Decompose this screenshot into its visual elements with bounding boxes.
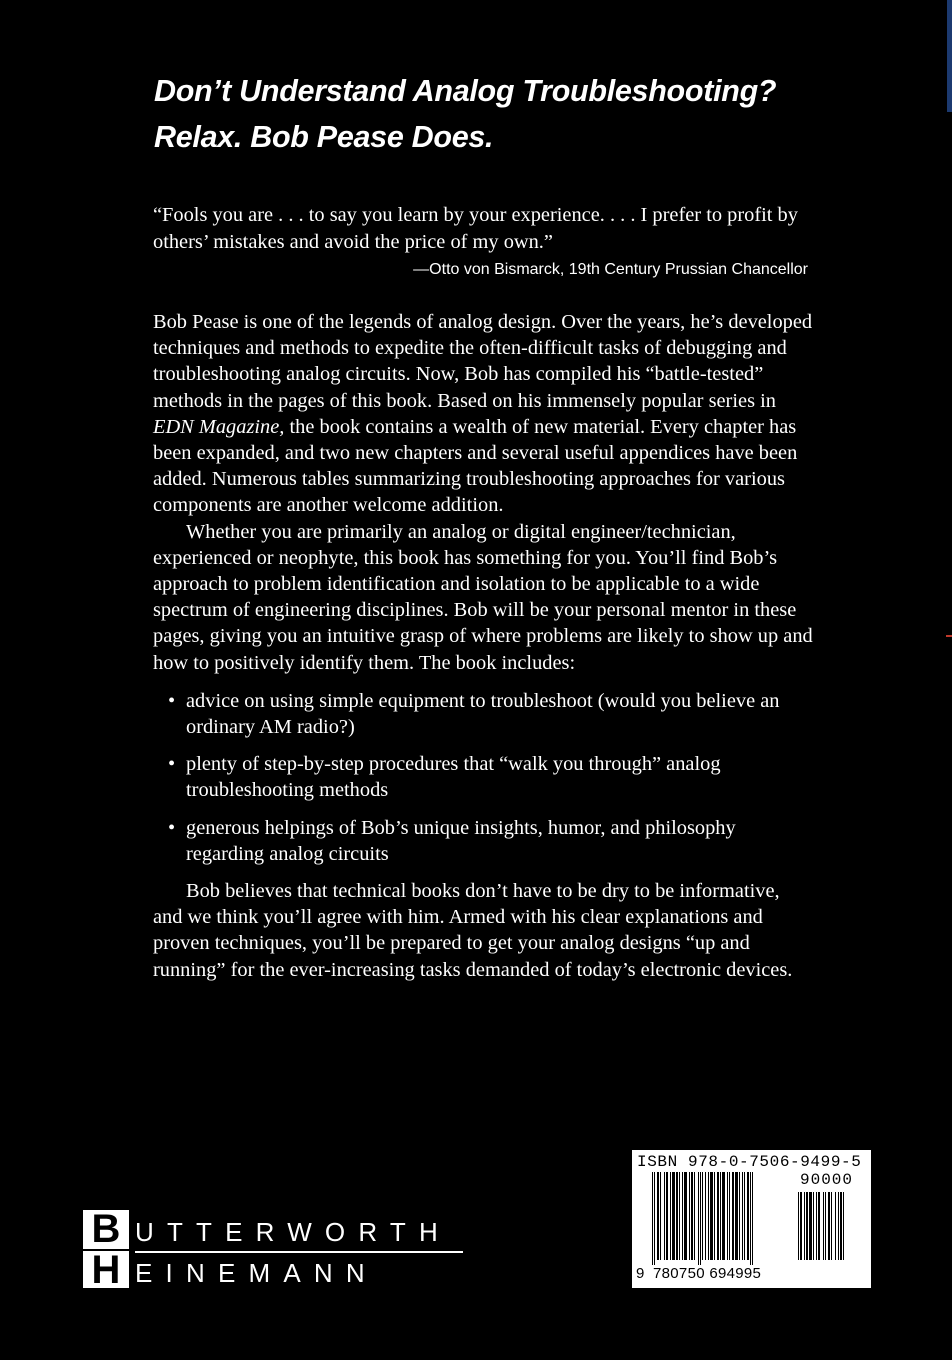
bullet-icon: •: [168, 816, 176, 839]
barcode-bar: [727, 1172, 728, 1260]
barcode-bar: [664, 1172, 665, 1260]
barcode-bar: [804, 1192, 805, 1260]
logo-initial-h: H: [83, 1249, 129, 1288]
barcode-bar: [717, 1172, 719, 1260]
price-code: 90000: [800, 1171, 854, 1189]
bullet-icon: •: [168, 689, 176, 712]
barcode-bar: [744, 1172, 745, 1260]
barcode-bar: [828, 1192, 830, 1260]
barcode-bar: [747, 1172, 749, 1260]
description-paragraph-3: Bob believes that technical books don’t have to be dry to be informative, and we think you’ll agree with him. Armed with his clear explanations and proven techniques, you’ll be prepared to get your analog designs “up and running” for the ever-increasing tasks demanded of today’s electronic devices.: [153, 880, 793, 981]
barcode-bar: [729, 1172, 730, 1260]
barcode-bar: [660, 1172, 661, 1260]
barcode-bar: [698, 1172, 699, 1270]
barcode-bar: [818, 1192, 820, 1260]
barcode-bar: [720, 1172, 721, 1260]
feature-list: [153, 688, 813, 867]
barcode-bar: [676, 1172, 678, 1260]
barcode-bar: [800, 1192, 802, 1260]
bullet-icon: •: [168, 753, 176, 776]
barcode-bar: [700, 1172, 701, 1270]
barcode-bar: [654, 1172, 655, 1270]
barcode-bar: [823, 1192, 824, 1260]
barcode-bar: [806, 1192, 808, 1260]
epigraph-attribution: —Otto von Bismarck, 19th Century Prussian Chancellor: [413, 261, 808, 278]
feature-list-item: [153, 751, 813, 803]
publisher-logo-mark: [83, 1207, 129, 1292]
barcode-bar: [684, 1172, 687, 1260]
cover-headline: [154, 68, 874, 160]
barcode-bar: [838, 1192, 839, 1260]
magazine-title: EDN Magazine,: [153, 415, 285, 438]
isbn-barcode: [632, 1150, 871, 1288]
barcode-bar: [739, 1172, 740, 1260]
barcode-bar: [705, 1172, 706, 1260]
barcode-bar: [691, 1172, 693, 1260]
ean-barcode-bars: [652, 1172, 780, 1270]
barcode-bar: [652, 1172, 653, 1270]
ean-first-digit: 9: [636, 1265, 645, 1282]
logo-initial-b: B: [91, 1207, 121, 1251]
barcode-bar: [672, 1172, 675, 1260]
publisher-logo: [83, 1207, 473, 1292]
barcode-bar: [732, 1172, 734, 1260]
barcode-bar: [816, 1192, 817, 1260]
barcode-bar: [689, 1172, 690, 1260]
headline-line-1: Don’t Understand Analog Troubleshooting?: [154, 74, 777, 108]
headline-line-2: Relax. Bob Pease Does.: [154, 120, 494, 154]
barcode-bar: [840, 1192, 842, 1260]
description-p1-start: Bob Pease is one of the legends of analog design. Over the years, he’s developed techniques and methods to expedite the often-difficult tasks of debugging and troubleshooting analog circuits. Now, Bob has compiled his “battle-tested” methods in the pages of this book. Based on his immensely popular series in: [153, 311, 813, 412]
barcode-bar: [742, 1172, 743, 1260]
spine-edge-tick: [946, 635, 952, 637]
barcode-bar: [702, 1172, 703, 1260]
epigraph-quote: “Fools you are . . . to say you learn by your experience. . . . I prefer to profit by others’ mistakes and avoid the price of my own.”: [153, 204, 798, 253]
feature-text: plenty of step-by-step procedures that “walk you through” analog troubleshooting methods: [186, 753, 721, 802]
barcode-bar: [722, 1172, 725, 1260]
feature-list-item: [153, 815, 813, 867]
barcode-bar: [813, 1192, 814, 1260]
logo-divider: [135, 1251, 463, 1253]
barcode-bar: [750, 1172, 751, 1270]
description-paragraph-2: Whether you are primarily an analog or digital engineer/technician, experienced or neophyte, this book has something for you. You’ll find Bob’s approach to problem identification and isolation to be applicable to a wide spectrum of engineering disciplines. Bob will be your personal mentor in these pages, giving you an intuitive grasp of where problems are likely to show up and how to positively identify them. The book includes:: [153, 520, 813, 674]
barcode-bar: [735, 1172, 738, 1260]
feature-text: generous helpings of Bob’s unique insights, humor, and philosophy regarding analog circuits: [186, 816, 736, 865]
barcode-bar: [809, 1192, 812, 1260]
barcode-bar: [670, 1172, 671, 1260]
book-description: [153, 309, 813, 983]
barcode-bar: [694, 1172, 695, 1260]
spine-edge-line: [947, 0, 952, 112]
feature-list-item: [153, 688, 813, 740]
barcode-bar: [714, 1172, 715, 1260]
barcode-bar: [835, 1192, 836, 1260]
barcode-bar: [798, 1192, 799, 1260]
addon-barcode-bars: [798, 1192, 862, 1270]
description-p1-end: the book contains a wealth of new material. Every chapter has been expanded, and two new chapters and several useful appendices have been added. Numerous tables summarizing troubleshooting approaches for various components are another welcome addition.: [153, 415, 798, 517]
barcode-bar: [708, 1172, 709, 1260]
barcode-bar: [657, 1172, 659, 1260]
barcode-bar: [831, 1192, 832, 1260]
logo-word-heinemann: EINEMANN: [135, 1258, 378, 1288]
barcode-bar: [752, 1172, 753, 1270]
barcode-bar: [710, 1172, 713, 1260]
feature-text: advice on using simple equipment to troubleshoot (would you believe an ordinary AM radio?): [186, 689, 780, 739]
barcode-bar: [666, 1172, 668, 1260]
logo-word-butterworth: UTTERWORTH: [135, 1217, 451, 1247]
barcode-bar: [679, 1172, 680, 1260]
isbn-number: ISBN 978-0-7506-9499-5: [637, 1153, 862, 1171]
ean-digits: 780750 694995: [653, 1265, 762, 1282]
barcode-bar: [682, 1172, 683, 1260]
barcode-bar: [825, 1192, 826, 1260]
barcode-bar: [843, 1192, 844, 1260]
description-paragraph-1: [153, 309, 813, 519]
